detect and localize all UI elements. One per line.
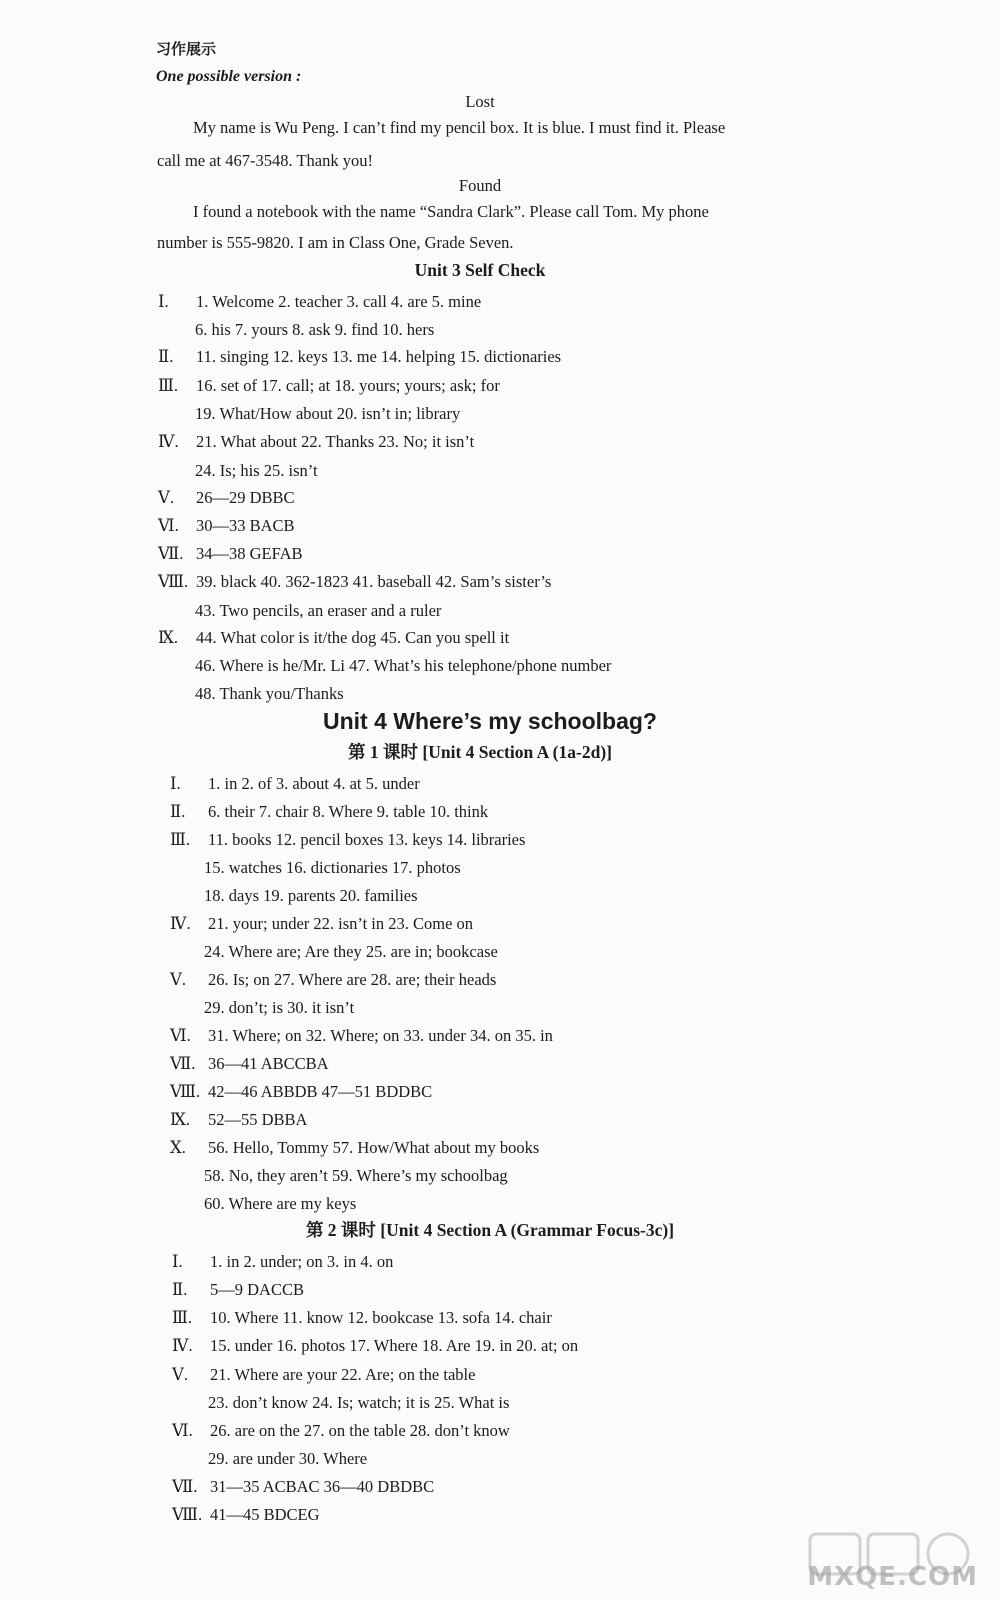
- roman-numeral: Ⅶ.: [170, 1054, 196, 1073]
- answer-row: [170, 1137, 539, 1159]
- answer-items: 1. Welcome 2. teacher 3. call 4. are 5. mine: [196, 292, 482, 311]
- answer-row: [195, 600, 441, 622]
- version-label: One possible version :: [156, 68, 302, 85]
- answer-items: 30—33 BACB: [196, 516, 295, 535]
- answer-items: 52—55 DBBA: [208, 1110, 308, 1129]
- roman-numeral: Ⅷ.: [170, 1082, 201, 1101]
- answer-items: 21. Where are your 22. Are; on the table: [210, 1365, 476, 1384]
- roman-numeral: Ⅲ.: [170, 830, 191, 849]
- answer-items: 18. days 19. parents 20. families: [204, 886, 418, 905]
- answer-row: [172, 1420, 510, 1442]
- answer-row: [172, 1307, 552, 1329]
- roman-numeral: Ⅳ.: [170, 914, 191, 933]
- answer-row: [172, 1364, 475, 1386]
- answer-row: [204, 1165, 508, 1187]
- answer-row: [170, 913, 473, 935]
- answer-items: 46. Where is he/Mr. Li 47. What’s his telephone/phone number: [195, 656, 612, 675]
- answer-items: 56. Hello, Tommy 57. How/What about my books: [208, 1138, 540, 1157]
- answer-items: 1. in 2. of 3. about 4. at 5. under: [208, 774, 420, 793]
- answer-row: [195, 403, 460, 425]
- answer-items: 21. your; under 22. isn’t in 23. Come on: [208, 914, 474, 933]
- answer-row: [158, 571, 551, 593]
- lost-title: Lost: [465, 92, 495, 111]
- answer-items: 42—46 ABBDB 47—51 BDDBC: [208, 1082, 433, 1101]
- answer-items: 15. under 16. photos 17. Where 18. Are 19. in 20. at; on: [210, 1336, 579, 1355]
- answer-items: 43. Two pencils, an eraser and a ruler: [195, 601, 442, 620]
- answer-row: [170, 969, 496, 991]
- answer-row: [170, 1053, 329, 1075]
- roman-numeral: Ⅶ.: [172, 1477, 198, 1496]
- roman-numeral: Ⅷ.: [172, 1505, 203, 1524]
- answer-items: 58. No, they aren’t 59. Where’s my schoolbag: [204, 1166, 508, 1185]
- answer-row: [204, 997, 354, 1019]
- answer-items: 5—9 DACCB: [210, 1280, 304, 1299]
- roman-numeral: Ⅲ.: [172, 1308, 193, 1327]
- answer-items: 26—29 DBBC: [196, 488, 295, 507]
- roman-numeral: Ⅰ.: [170, 774, 181, 793]
- answer-items: 24. Where are; Are they 25. are in; bookcase: [204, 942, 498, 961]
- roman-numeral: Ⅳ.: [172, 1336, 193, 1355]
- roman-numeral: Ⅷ.: [158, 572, 189, 591]
- roman-numeral: Ⅸ.: [158, 628, 179, 647]
- roman-numeral: Ⅰ.: [158, 292, 169, 311]
- answer-row: [195, 319, 434, 341]
- answer-items: 48. Thank you/Thanks: [195, 684, 344, 703]
- answer-items: 26. are on the 27. on the table 28. don’t know: [210, 1421, 510, 1440]
- answer-items: 36—41 ABCCBA: [208, 1054, 329, 1073]
- unit4-title: Unit 4 Where’s my schoolbag?: [323, 708, 657, 734]
- answer-items: 24. Is; his 25. isn’t: [195, 461, 318, 480]
- answer-items: 34—38 GEFAB: [196, 544, 303, 563]
- answer-items: 6. his 7. yours 8. ask 9. find 10. hers: [195, 320, 435, 339]
- answer-row: [172, 1476, 434, 1498]
- answer-items: 31—35 ACBAC 36—40 DBDBC: [210, 1477, 435, 1496]
- roman-numeral: Ⅴ.: [170, 970, 187, 989]
- answer-items: 16. set of 17. call; at 18. yours; yours; ask; for: [196, 376, 500, 395]
- lost-paragraph-line-2: call me at 467-3548. Thank you!: [157, 151, 373, 170]
- roman-numeral: Ⅴ.: [158, 488, 175, 507]
- answer-row: [195, 683, 344, 705]
- answer-row: [204, 857, 461, 879]
- answer-row: [172, 1335, 578, 1357]
- self-check-title: Unit 3 Self Check: [414, 260, 546, 280]
- answer-items: 6. their 7. chair 8. Where 9. table 10. think: [208, 802, 489, 821]
- answer-row: [172, 1504, 320, 1526]
- answer-items: 29. are under 30. Where: [208, 1449, 368, 1468]
- answer-row: [195, 460, 318, 482]
- lesson2-title: 第 2 课时 [Unit 4 Section A (Grammar Focus-3c)]: [305, 1220, 675, 1240]
- answer-row: [170, 801, 488, 823]
- answer-row: [158, 431, 474, 453]
- answer-row: [208, 1392, 509, 1414]
- answer-items: 11. singing 12. keys 13. me 14. helping 15. dictionaries: [196, 347, 562, 366]
- roman-numeral: Ⅸ.: [170, 1110, 191, 1129]
- answer-row: [158, 543, 303, 565]
- answer-row: [170, 773, 420, 795]
- answer-row: [158, 375, 500, 397]
- answer-row: [158, 346, 561, 368]
- answer-items: 19. What/How about 20. isn’t in; library: [195, 404, 461, 423]
- found-paragraph-line-1: I found a notebook with the name “Sandra Clark”. Please call Tom. My phone: [193, 202, 709, 221]
- answer-items: 39. black 40. 362-1823 41. baseball 42. Sam’s sister’s: [196, 572, 552, 591]
- answer-items: 41—45 BDCEG: [210, 1505, 320, 1524]
- answer-row: [204, 885, 418, 907]
- answer-items: 26. Is; on 27. Where are 28. are; their heads: [208, 970, 497, 989]
- found-title: Found: [458, 176, 502, 195]
- answer-items: 44. What color is it/the dog 45. Can you spell it: [196, 628, 510, 647]
- roman-numeral: Ⅱ.: [158, 347, 174, 366]
- section-heading: 习作展示: [156, 40, 217, 58]
- roman-numeral: Ⅵ.: [170, 1026, 191, 1045]
- answer-items: 1. in 2. under; on 3. in 4. on: [210, 1252, 394, 1271]
- roman-numeral: Ⅳ.: [158, 432, 179, 451]
- answer-items: 60. Where are my keys: [204, 1194, 357, 1213]
- roman-numeral: Ⅹ.: [170, 1138, 186, 1157]
- answer-row: [158, 487, 295, 509]
- answer-row: [158, 627, 509, 649]
- roman-numeral: Ⅴ.: [172, 1365, 189, 1384]
- roman-numeral: Ⅰ.: [172, 1252, 183, 1271]
- answer-row: [158, 291, 481, 313]
- roman-numeral: Ⅲ.: [158, 376, 179, 395]
- roman-numeral: Ⅵ.: [158, 516, 179, 535]
- roman-numeral: Ⅵ.: [172, 1421, 193, 1440]
- lost-paragraph-line-1: My name is Wu Peng. I can’t find my pencil box. It is blue. I must find it. Please: [193, 118, 726, 137]
- answer-items: 11. books 12. pencil boxes 13. keys 14. libraries: [208, 830, 526, 849]
- answer-items: 23. don’t know 24. Is; watch; it is 25. What is: [208, 1393, 510, 1412]
- answer-items: 29. don’t; is 30. it isn’t: [204, 998, 355, 1017]
- answer-row: [170, 829, 525, 851]
- answer-items: 10. Where 11. know 12. bookcase 13. sofa 14. chair: [210, 1308, 552, 1327]
- answer-items: 21. What about 22. Thanks 23. No; it isn’t: [196, 432, 475, 451]
- roman-numeral: Ⅱ.: [172, 1280, 188, 1299]
- answer-row: [170, 1109, 307, 1131]
- answer-row: [204, 1193, 356, 1215]
- answer-items: 15. watches 16. dictionaries 17. photos: [204, 858, 461, 877]
- watermark-text: MXQE.COM: [807, 1562, 978, 1592]
- lesson1-title: 第 1 课时 [Unit 4 Section A (1a-2d)]: [348, 742, 612, 762]
- answer-row: [204, 941, 498, 963]
- roman-numeral: Ⅶ.: [158, 544, 184, 563]
- answer-row: [158, 515, 295, 537]
- answer-row: [172, 1251, 393, 1273]
- answer-row: [195, 655, 611, 677]
- answer-items: 31. Where; on 32. Where; on 33. under 34. on 35. in: [208, 1026, 553, 1045]
- found-paragraph-line-2: number is 555-9820. I am in Class One, Grade Seven.: [157, 233, 514, 252]
- answer-row: [170, 1025, 553, 1047]
- roman-numeral: Ⅱ.: [170, 802, 186, 821]
- answer-row: [208, 1448, 367, 1470]
- answer-row: [170, 1081, 432, 1103]
- answer-row: [172, 1279, 304, 1301]
